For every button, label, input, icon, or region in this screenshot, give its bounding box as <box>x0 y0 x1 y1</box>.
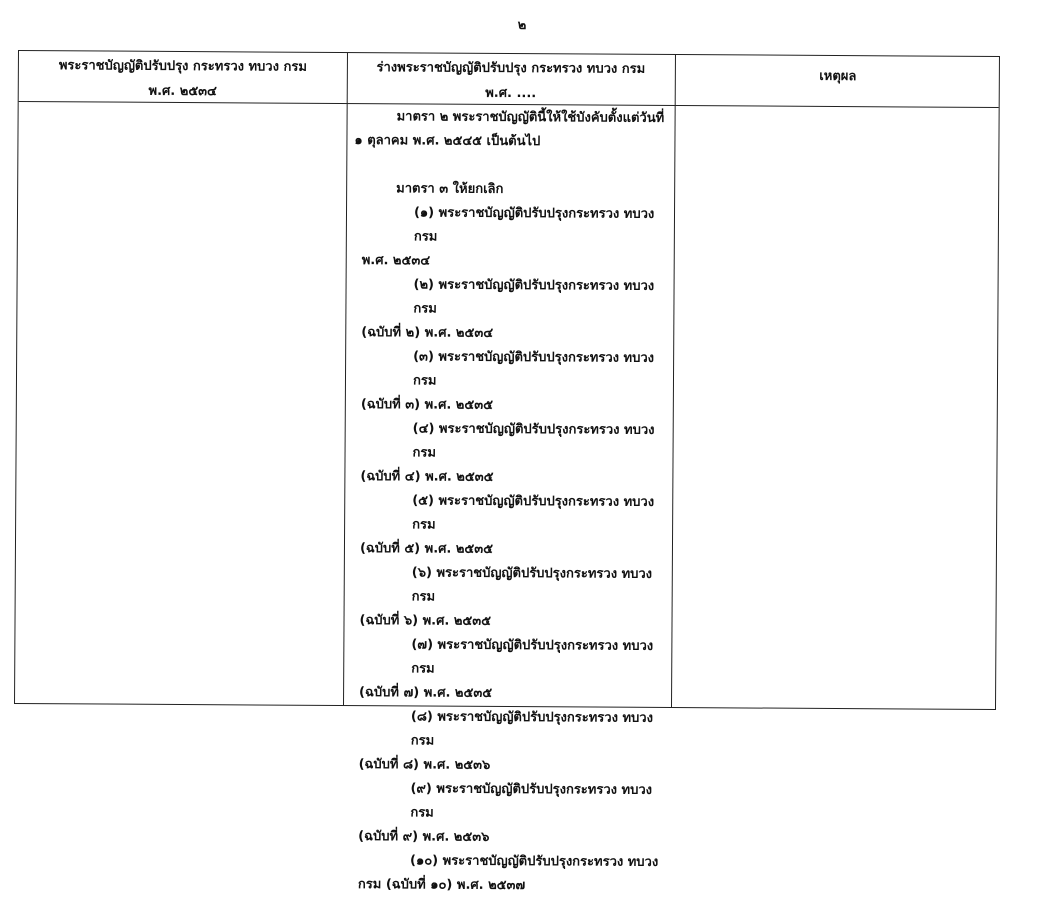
text-line: (ฉบับที่ ๔) พ.ศ. ๒๕๓๕ <box>360 469 494 485</box>
text-line: (ฉบับที่ ๙) พ.ศ. ๒๕๓๖ <box>358 829 490 845</box>
header-line: ร่างพระราชบัญญัติปรับปรุง กระทรวง ทบวง กรม <box>376 60 646 77</box>
text-line: (ฉบับที่ ๕) พ.ศ. ๒๕๓๕ <box>359 541 494 557</box>
text-line: (๑๐) พระราชบัญญัติปรับปรุงกระทรวง ทบวง <box>410 853 659 870</box>
list-item <box>353 705 671 779</box>
header-line: พระราชบัญญัติปรับปรุง กระทรวง ทบวง กรม <box>58 58 307 75</box>
list-item <box>354 489 672 563</box>
text-line: (๘) พระราชบัญญัติปรับปรุงกระทรวง ทบวง กรม <box>410 709 654 749</box>
list-item <box>354 417 672 491</box>
text-line: (ฉบับที่ ๘) พ.ศ. ๒๕๓๖ <box>358 757 491 773</box>
text-line: (ฉบับที่ ๗) พ.ศ. ๒๕๓๕ <box>359 685 493 701</box>
text-line: (๖) พระราชบัญญัติปรับปรุงกระทรวง ทบวง กรม <box>411 565 653 605</box>
text-line: มาตรา ๒ พระราชบัญญัตินี้ให้ใช้บังคับตั้งแต่วันที่ <box>396 109 665 126</box>
text-line: (๓) พระราชบัญญัติปรับปรุงกระทรวง ทบวง กรม <box>412 349 655 389</box>
list-item <box>355 345 673 419</box>
text-line: (๙) พระราชบัญญัติปรับปรุงกระทรวง ทบวง กรม <box>410 781 653 821</box>
section-title: มาตรา ๓ ให้ยกเลิก <box>396 181 504 197</box>
text-line: (ฉบับที่ ๖) พ.ศ. ๒๕๓๕ <box>359 613 492 629</box>
text-line: (ฉบับที่ ๓) พ.ศ. ๒๕๓๕ <box>360 397 493 413</box>
header-line: พ.ศ. .... <box>485 85 537 102</box>
text-line: ๑ ตุลาคม พ.ศ. ๒๕๔๕ เป็นต้นไป <box>354 133 541 150</box>
section-2 <box>346 105 674 155</box>
text-line: (๗) พระราชบัญญัติปรับปรุงกระทรวง ทบวง กรม <box>411 637 654 677</box>
comparison-table <box>14 50 1000 894</box>
header-line: เหตุผล <box>819 68 857 85</box>
list-item <box>355 273 673 347</box>
page-number: ๒ <box>517 18 527 33</box>
header-draft-act <box>347 53 675 107</box>
text-line: (๕) พระราชบัญญัติปรับปรุงกระทรวง ทบวง กรม <box>412 493 655 533</box>
list-item <box>356 201 674 275</box>
text-line: พ.ศ. ๒๕๓๔ <box>361 253 431 269</box>
header-line: พ.ศ. ๒๕๓๔ <box>148 83 217 100</box>
list-item <box>352 777 670 851</box>
text-line: (๒) พระราชบัญญัติปรับปรุงกระทรวง ทบวง กรม <box>413 277 655 317</box>
repeal-list <box>342 201 674 899</box>
text-line: (๑) พระราชบัญญัติปรับปรุงกระทรวง ทบวง กรม <box>413 205 655 245</box>
list-item <box>353 561 671 635</box>
text-line: (ฉบับที่ ๒) พ.ศ. ๒๕๓๔ <box>361 325 494 341</box>
text-line: กรม (ฉบับที่ ๑๐) พ.ศ. ๒๕๓๗ <box>357 877 526 894</box>
header-reason <box>675 55 1001 115</box>
list-item <box>353 633 671 707</box>
header-current-act <box>19 51 347 105</box>
section-3 <box>346 177 674 203</box>
draft-act-content <box>342 105 675 899</box>
text-line: (๔) พระราชบัญญัติปรับปรุงกระทรวง ทบวง กรม <box>412 421 655 461</box>
list-item <box>352 849 670 899</box>
